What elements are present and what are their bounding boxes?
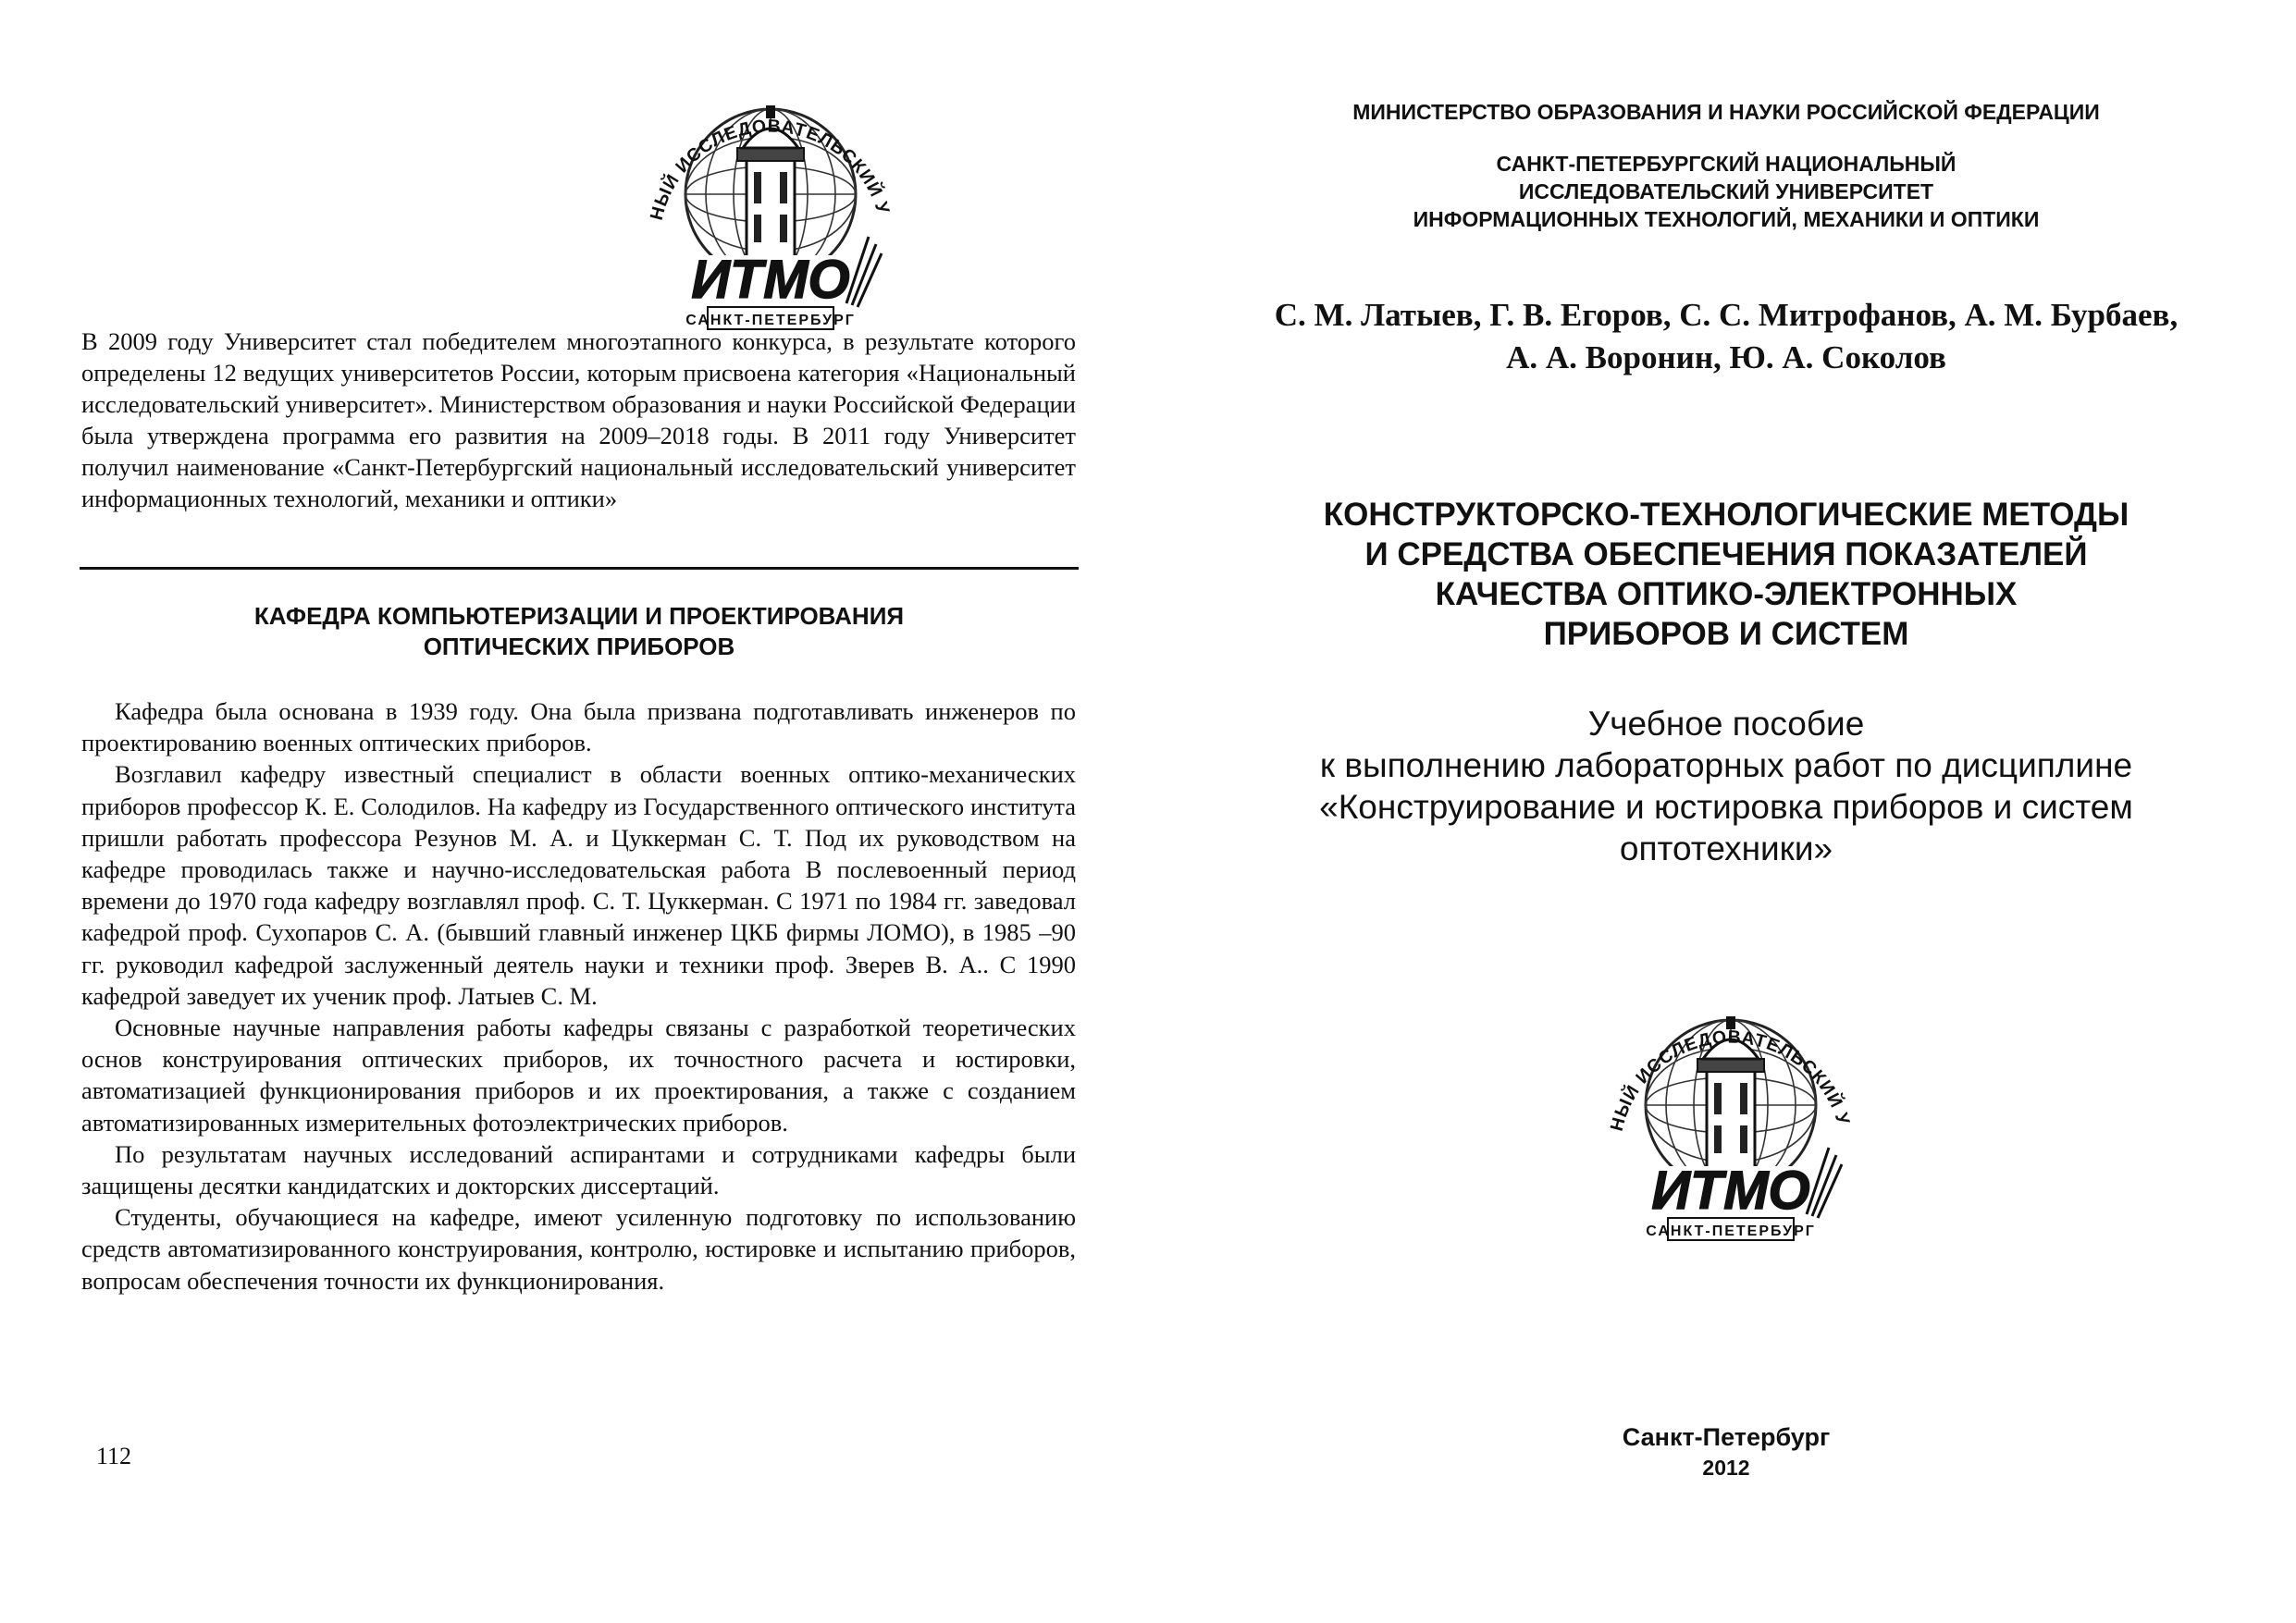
department-title-line2: ОПТИЧЕСКИХ ПРИБОРОВ — [423, 633, 735, 660]
book-title-line2: И СРЕДСТВА ОБЕСПЕЧЕНИЯ ПОКАЗАТЕЛЕЙ — [1364, 536, 2088, 572]
paragraph: Кафедра была основана в 1939 году. Она была призвана подготавливать инженеров по проектированию военных оптических приборов. — [81, 697, 1076, 757]
university-name-line3: ИНФОРМАЦИОННЫХ ТЕХНОЛОГИЙ, МЕХАНИКИ И ОПТИКИ — [1413, 207, 2040, 231]
department-history — [81, 695, 1076, 1297]
book-title-line3: КАЧЕСТВА ОПТИКО-ЭЛЕКТРОННЫХ — [1435, 576, 2018, 612]
university-name — [1204, 150, 2249, 233]
book-subtitle — [1204, 703, 2249, 869]
paragraph: Возглавил кафедру известный специалист в области военных оптико-механических приборов профессор К. Е. Солодилов. На кафедру из Государственного оптического института пришли работать профессора Резунов М. А. и Цуккерман С. Т. Под их руководством на кафедре проводилась также и научно-исследовательская работа В послевоенный период времени до 1970 года кафедру возглавлял проф. С. Т. Цуккерман. С 1971 по 1984 гг. заведовал кафедрой проф. Сухопаров С. А. (бывший главный инженер ЦКБ фирмы ЛОМО), в 1985 –90 гг. руководил кафедрой заслуженный деятель науки и техники проф. Зверев В. А.. С 1990 кафедрой заведует их ученик проф. Латыев С. М. — [81, 760, 1076, 1010]
itmo-logo-top — [632, 55, 909, 333]
book-subtitle-line2: к выполнению лабораторных работ по дисциплине — [1319, 746, 2133, 784]
book-title-line1: КОНСТРУКТОРСКО-ТЕХНОЛОГИЧЕСКИЕ МЕТОДЫ — [1323, 497, 2129, 533]
university-name-line2: ИССЛЕДОВАТЕЛЬСКИЙ УНИВЕРСИТЕТ — [1518, 179, 1934, 203]
paragraph: Основные научные направления работы кафедры связаны с разработкой теоретических основ конструирования оптических приборов, их точностного расчета и юстировки, автоматизацией функционирования приборов и их проектирования, а также с созданием автоматизированных измерительных фотоэлектрических приборов. — [81, 1014, 1076, 1137]
book-subtitle-line3: «Конструирование и юстировка приборов и систем — [1319, 788, 2133, 826]
ministry-header: МИНИСТЕРСТВО ОБРАЗОВАНИЯ И НАУКИ РОССИЙСКОЙ ФЕДЕРАЦИИ — [1352, 100, 2100, 124]
section-divider — [80, 567, 1079, 570]
university-name-line1: САНКТ-ПЕТЕРБУРГСКИЙ НАЦИОНАЛЬНЫЙ — [1496, 152, 1957, 176]
department-title — [80, 601, 1079, 662]
paragraph: По результатам научных исследований аспирантами и сотрудниками кафедры были защищены десятки кандидатских и докторских диссертаций. — [81, 1139, 1076, 1200]
authors — [1204, 294, 2249, 379]
book-subtitle-line1: Учебное пособие — [1587, 705, 1865, 743]
itmo-logo-bottom — [1592, 966, 1870, 1244]
page-number: 112 — [96, 1443, 132, 1469]
university-intro: В 2009 году Университет стал победителем многоэтапного конкурса, в результате которого определены 12 ведущих университетов России, которым присвоена категория «Национальный исследовательский университет». Министерством образования и науки Российской Федерации была утверждена программа его развития на 2009–2018 годы. В 2011 году Университет получил наименование «Санкт-Петербургский национальный исследовательский университет информационных технологий, механики и оптики» — [81, 327, 1076, 512]
department-title-line1: КАФЕДРА КОМПЬЮТЕРИЗАЦИИ И ПРОЕКТИРОВАНИЯ — [253, 602, 905, 630]
book-title-line4: ПРИБОРОВ И СИСТЕМ — [1543, 616, 1909, 652]
authors-line1: С. М. Латыев, Г. В. Егоров, С. С. Митрофанов, А. М. Бурбаев, — [1274, 297, 2179, 333]
book-title — [1204, 495, 2249, 654]
publication-year: 2012 — [1702, 1456, 1750, 1480]
authors-line2: А. А. Воронин, Ю. А. Соколов — [1506, 339, 1946, 375]
publication-city: Санкт-Петербург — [1622, 1423, 1831, 1451]
right-page — [1148, 0, 2296, 1623]
paragraph: Студенты, обучающиеся на кафедре, имеют усиленную подготовку по использованию средств автоматизированного конструирования, контролю, юстировке и испытанию приборов, вопросам обеспечения точности их функционирования. — [81, 1203, 1076, 1295]
book-subtitle-line4: оптотехники» — [1619, 830, 1833, 867]
